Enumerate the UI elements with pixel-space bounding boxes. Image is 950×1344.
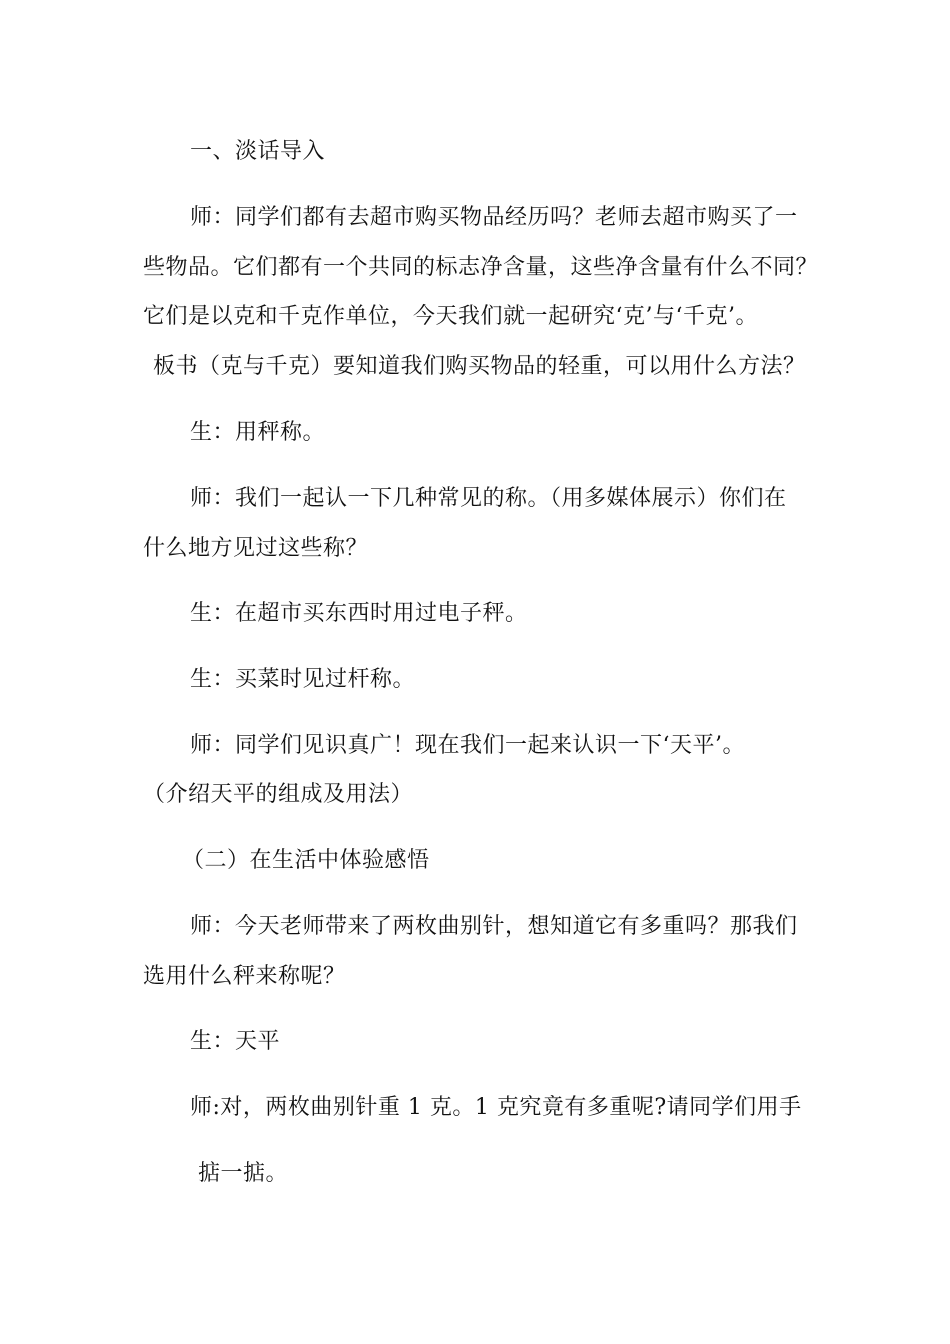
paragraph-line: 生：用秤称。 — [190, 420, 326, 445]
paragraph-line: 板书（克与千克）要知道我们购买物品的轻重，可以用什么方法？ — [153, 354, 806, 379]
paragraph-line: 生：买菜时见过杆称。 — [190, 667, 416, 692]
paragraph-line: 选用什么秤来称呢？ — [143, 964, 346, 989]
paragraph-line: 师:对，两枚曲别针重 1 克。1 克究竟有多重呢?请同学们用手 — [190, 1095, 802, 1120]
paragraph-line: 什么地方见过这些称？ — [143, 536, 369, 561]
paragraph-line: 师：同学们见识真广！现在我们一起来认识一下‘天平’。 — [190, 733, 745, 758]
heading-section-two: （二）在生活中体验感悟 — [182, 848, 430, 873]
paragraph-line: 些物品。它们都有一个共同的标志净含量，这些净含量有什么不同？ — [143, 255, 819, 280]
paragraph-line: 师：今天老师带来了两枚曲别针，想知道它有多重吗？那我们 — [190, 914, 798, 939]
paragraph-line: 生：天平 — [190, 1029, 281, 1054]
paragraph-line: 师：我们一起认一下几种常见的称。（用多媒体展示）你们在 — [190, 486, 787, 511]
heading-intro: 一、淡话导入 — [190, 139, 326, 164]
paragraph-line: 师：同学们都有去超市购买物品经历吗？老师去超市购买了一 — [190, 205, 798, 230]
paragraph-line: 掂一掂。 — [198, 1161, 289, 1186]
paragraph-line: 它们是以克和千克作单位，今天我们就一起研究‘克’与‘千克’。 — [143, 304, 758, 329]
paragraph-line: 生：在超市买东西时用过电子秤。 — [190, 601, 528, 626]
paragraph-line: （介绍天平的组成及用法） — [143, 782, 414, 807]
